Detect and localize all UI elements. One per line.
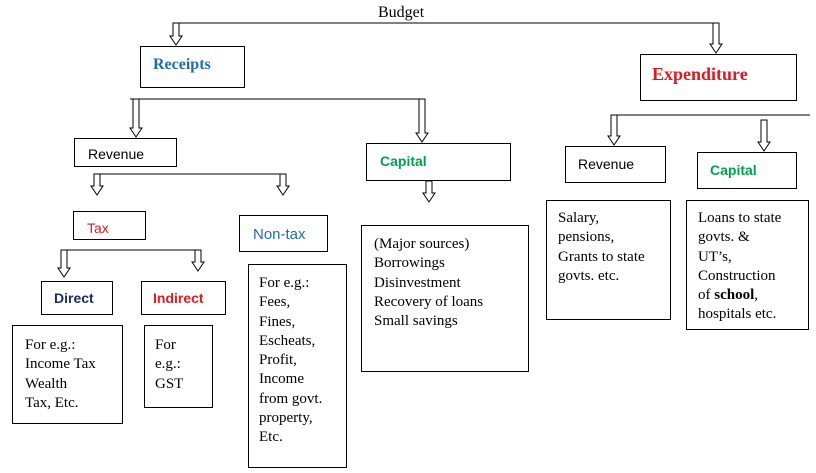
- receipts-capital-examples-box: [361, 225, 529, 372]
- arrow-to-receipts-capital: [416, 99, 428, 142]
- expenditure-capital-node: [697, 152, 797, 189]
- expenditure-capital-examples-box: [686, 200, 809, 330]
- arrow-to-indirect: [192, 250, 204, 271]
- expenditure-node: [640, 54, 797, 101]
- expenditure-label: Expenditure: [652, 64, 748, 84]
- arrow-to-receipts: [170, 23, 182, 45]
- non-tax-examples: For e.g.: Fees, Fines, Escheats, Profit, Income from govt. property, Etc.: [259, 275, 323, 446]
- arrow-to-tax: [91, 174, 103, 195]
- expenditure-capital-examples-rest: , hospitals etc.: [698, 287, 777, 323]
- arrow-to-receipts-revenue: [130, 99, 142, 137]
- receipts-revenue-node: [74, 138, 177, 167]
- expenditure-revenue-examples: Salary, pensions, Grants to state govts. etc.: [558, 210, 645, 284]
- tax-node: [73, 211, 146, 240]
- indirect-tax-label: Indirect: [153, 290, 204, 306]
- arrow-to-receipts-capital-examples: [423, 181, 435, 202]
- expenditure-capital-examples: [698, 209, 781, 325]
- receipts-capital-examples: (Major sources) Borrowings Disinvestment Recovery of loans Small savings: [374, 236, 484, 330]
- indirect-tax-node: [141, 281, 226, 315]
- expenditure-capital-examples-text: Loans to state govts. & UT’s, Construction of: [698, 210, 782, 304]
- diagram-title: Budget: [378, 4, 425, 21]
- indirect-tax-examples: For e.g.: GST: [155, 337, 184, 392]
- tax-label: Tax: [87, 220, 109, 236]
- expenditure-revenue-label: Revenue: [578, 156, 635, 172]
- receipts-label: Receipts: [153, 56, 211, 73]
- indirect-tax-examples-box: [144, 325, 213, 408]
- arrow-to-direct: [58, 250, 70, 277]
- receipts-capital-node: [366, 143, 511, 181]
- arrow-to-non-tax: [277, 174, 289, 195]
- non-tax-node: [239, 215, 328, 252]
- expenditure-revenue-examples-box: [546, 200, 671, 320]
- direct-tax-label: Direct: [54, 290, 94, 306]
- direct-tax-examples-box: [12, 325, 123, 424]
- receipts-node: [140, 46, 245, 88]
- direct-tax-examples: For e.g.: Income Tax Wealth Tax, Etc.: [25, 337, 96, 411]
- direct-tax-node: [41, 281, 113, 315]
- non-tax-label: Non-tax: [253, 226, 306, 243]
- expenditure-capital-label: Capital: [710, 162, 757, 178]
- receipts-capital-label: Capital: [380, 153, 427, 169]
- expenditure-capital-examples-bold: school: [714, 287, 755, 304]
- arrow-to-expenditure-revenue: [608, 115, 620, 145]
- arrow-to-expenditure: [710, 23, 722, 53]
- non-tax-examples-box: [248, 264, 347, 468]
- expenditure-revenue-node: [565, 146, 666, 183]
- arrow-to-expenditure-capital: [758, 120, 770, 151]
- receipts-revenue-label: Revenue: [88, 146, 145, 162]
